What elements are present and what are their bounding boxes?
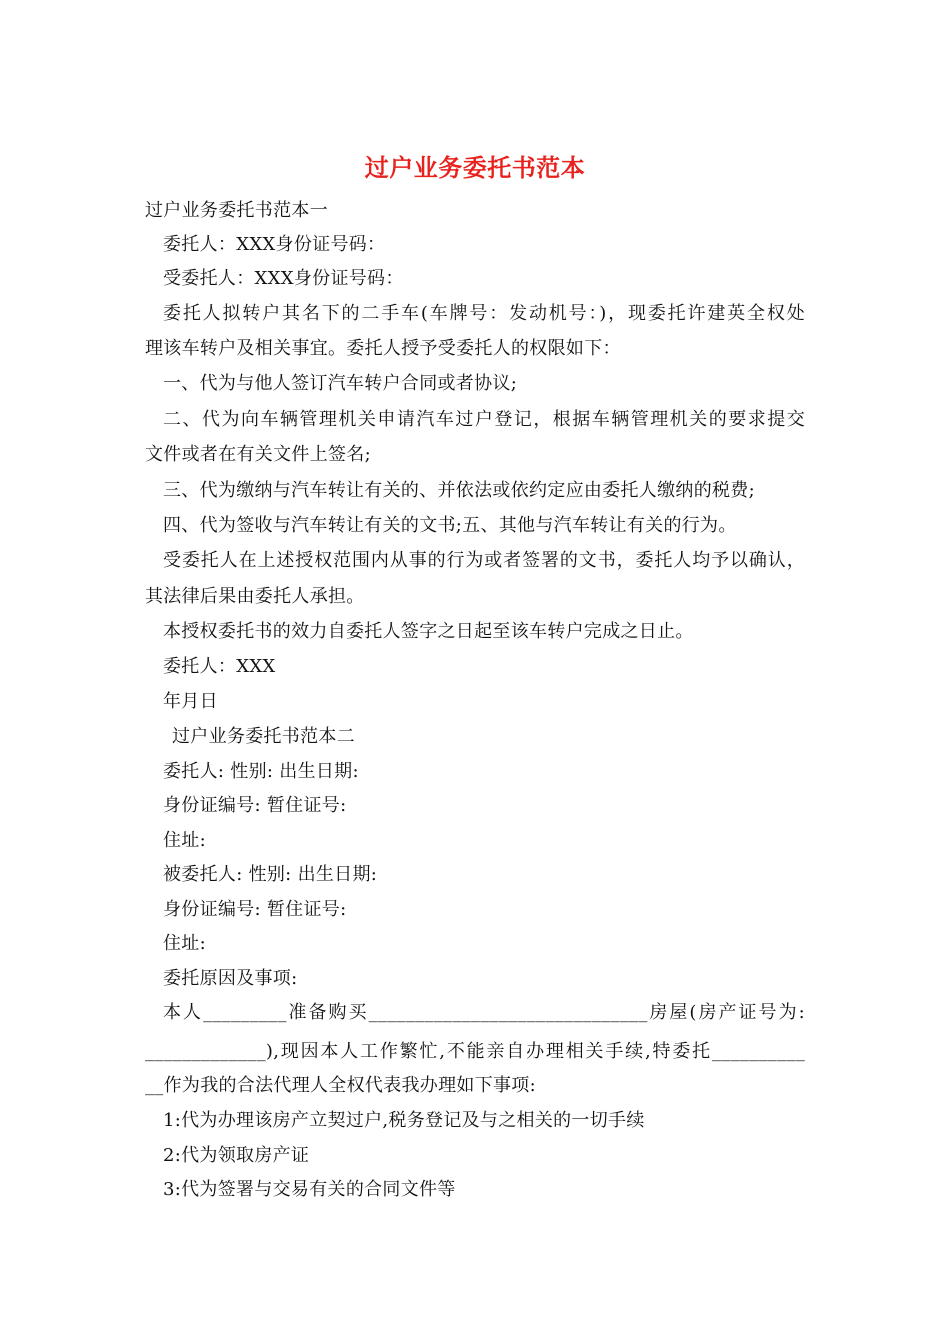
- paragraph-line: 本人_________准备购买______________________________房屋(房产证号为:: [163, 1002, 805, 1023]
- section-heading-2: 过户业务委托书范本二: [172, 726, 355, 747]
- paragraph-line: 身份证编号: 暂住证号:: [163, 795, 347, 816]
- paragraph-line: 其法律后果由委托人承担。: [145, 586, 365, 607]
- paragraph-line: 四、代为签收与汽车转让有关的文书;五、其他与汽车转让有关的行为。: [163, 515, 737, 536]
- paragraph-line: 本授权委托书的效力自委托人签字之日起至该车转户完成之日止。: [163, 621, 694, 642]
- paragraph-line: 一、代为与他人签订汽车转户合同或者协议;: [163, 373, 518, 394]
- paragraph-line: 委托人拟转户其名下的二手车(车牌号：发动机号：)，现委托许建英全权处: [163, 303, 805, 324]
- paragraph-line: 理该车转户及相关事宜。委托人授予受委托人的权限如下：: [145, 338, 621, 359]
- paragraph-line: 委托人：XXX身份证号码：: [163, 234, 386, 255]
- list-item: 3:代为签署与交易有关的合同文件等: [163, 1179, 456, 1200]
- list-item: 2:代为领取房产证: [163, 1145, 310, 1166]
- paragraph-line: _____________),现因本人工作繁忙,不能亲自办理相关手续,特委托__________: [145, 1041, 805, 1062]
- paragraph-line: 身份证编号: 暂住证号:: [163, 899, 347, 920]
- paragraph-line: 受委托人：XXX身份证号码：: [163, 268, 404, 289]
- paragraph-line: 住址:: [163, 933, 206, 954]
- paragraph-line: __作为我的合法代理人全权代表我办理如下事项:: [145, 1075, 536, 1096]
- signature-line: 委托人：XXX: [163, 656, 276, 677]
- paragraph-line: 委托人: 性别: 出生日期:: [163, 761, 359, 782]
- paragraph-line: 文件或者在有关文件上签名;: [145, 444, 371, 465]
- date-line: 年月日: [163, 691, 218, 712]
- document-title: 过户业务委托书范本: [364, 153, 586, 182]
- paragraph-line: 住址:: [163, 830, 206, 851]
- paragraph-line: 三、代为缴纳与汽车转让有关的、并依法或依约定应由委托人缴纳的税费;: [163, 480, 755, 501]
- paragraph-line: 二、代为向车辆管理机关申请汽车过户登记，根据车辆管理机关的要求提交: [163, 409, 805, 430]
- paragraph-line: 被委托人: 性别: 出生日期:: [163, 864, 378, 885]
- list-item: 1:代为办理该房产立契过户,税务登记及与之相关的一切手续: [163, 1110, 645, 1131]
- section-heading-1: 过户业务委托书范本一: [145, 200, 328, 221]
- paragraph-line: 受委托人在上述授权范围内从事的行为或者签署的文书，委托人均予以确认，: [163, 550, 805, 571]
- paragraph-line: 委托原因及事项:: [163, 968, 298, 989]
